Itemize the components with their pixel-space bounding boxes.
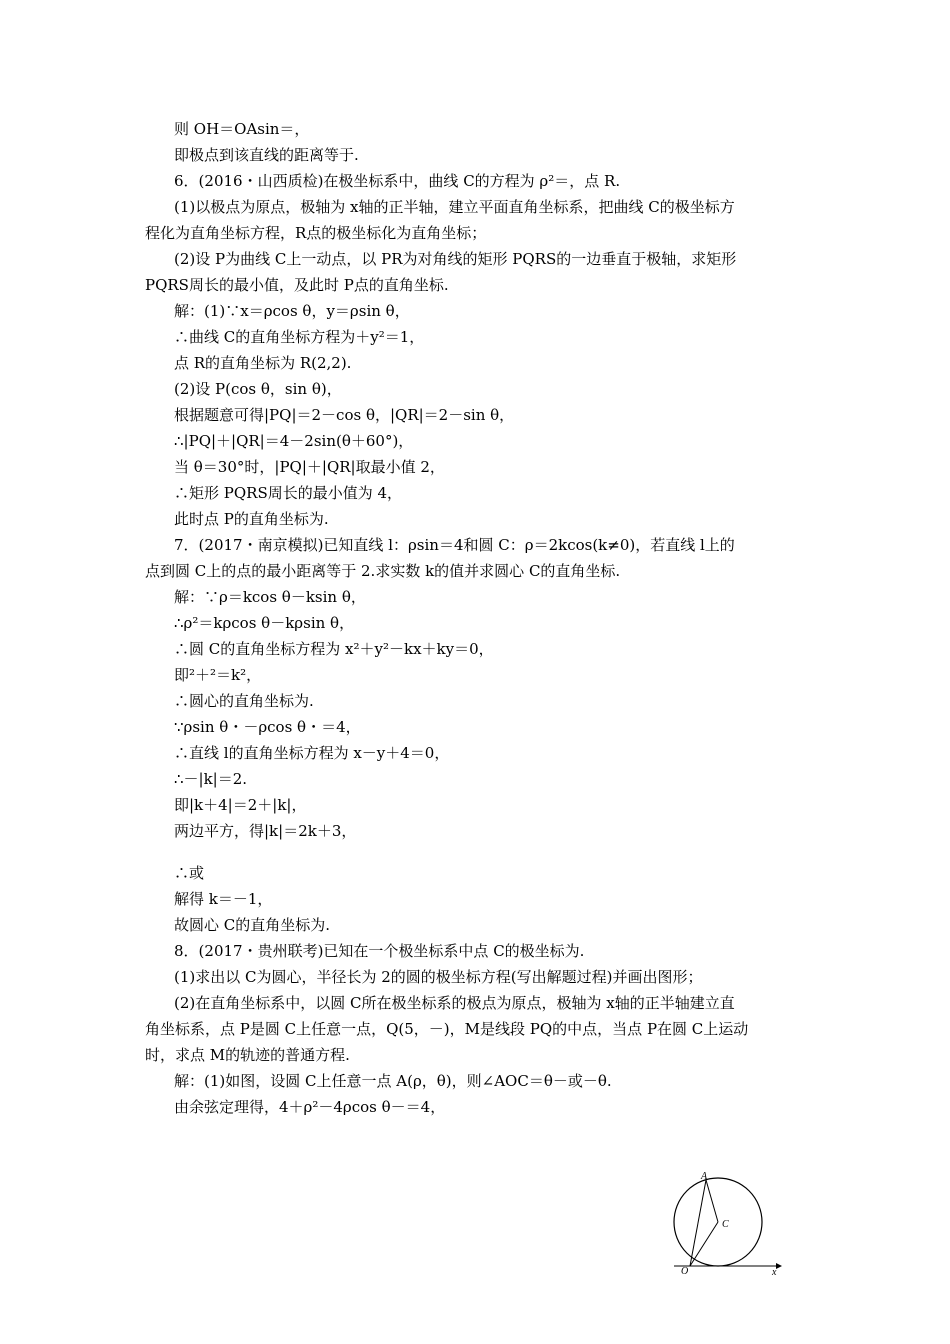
text-line: 此时点 P的直角坐标为. <box>174 510 329 528</box>
segment-ac <box>706 1180 718 1222</box>
text-line: 即|k＋4|＝2＋|k|， <box>174 796 307 814</box>
text-line: 故圆心 C的直角坐标为. <box>174 916 331 934</box>
text-line: ∴圆 C的直角坐标方程为 x²＋y²－kx＋ky＝0， <box>174 640 494 658</box>
text-line: (1)以极点为原点，极轴为 x轴的正半轴，建立平面直角坐标系，把曲线 C的极坐标方 <box>174 198 735 216</box>
circle-figure <box>668 1170 790 1276</box>
label-o: O <box>681 1266 689 1276</box>
text-line: ∴直线 l的直角坐标方程为 x－y＋4＝0， <box>174 744 450 762</box>
text-line: PQRS周长的最小值，及此时 P点的直角坐标. <box>145 276 449 294</box>
text-line: (2)设 P为曲线 C上一动点，以 PR为对角线的矩形 PQRS的一边垂直于极轴，求矩形 <box>174 250 737 268</box>
text-line: 点到圆 C上的点的最小距离等于 2.求实数 k的值并求圆心 C的直角坐标. <box>145 562 621 580</box>
label-x: x <box>772 1267 777 1276</box>
text-line: 6．(2016・山西质检)在极坐标系中，曲线 C的方程为 ρ²＝，点 R. <box>174 172 621 190</box>
text-line: (1)求出以 C为圆心，半径长为 2的圆的极坐标方程(写出解题过程)并画出图形； <box>174 968 703 986</box>
text-line: 两边平方，得|k|＝2k＋3， <box>174 822 357 840</box>
text-line: 时，求点 M的轨迹的普通方程. <box>145 1046 350 1064</box>
text-line: (2)设 P(cos θ，sin θ)， <box>174 380 342 398</box>
text-line: 由余弦定理得，4＋ρ²－4ρcos θ－＝4， <box>174 1098 446 1116</box>
text-line: 根据题意可得|PQ|＝2－cos θ，|QR|＝2－sin θ， <box>174 406 515 424</box>
text-line: (2)在直角坐标系中，以圆 C所在极坐标系的极点为原点，极轴为 x轴的正半轴建立直 <box>174 994 735 1012</box>
text-line: 解：(1)如图，设圆 C上任意一点 A(ρ，θ)，则∠AOC＝θ－或－θ. <box>174 1072 612 1090</box>
text-line: 程化为直角坐标方程，R点的极坐标化为直角坐标； <box>145 224 487 242</box>
text-line: 解：(1)∵x＝ρcos θ，y＝ρsin θ， <box>174 302 410 320</box>
text-line: 角坐标系，点 P是圆 C上任意一点，Q(5，－)，M是线段 PQ的中点，当点 P在圆 C上运动 <box>145 1020 749 1038</box>
text-line: 8．(2017・贵州联考)已知在一个极坐标系中点 C的极坐标为. <box>174 942 585 960</box>
text-line: ∴曲线 C的直角坐标方程为＋y²＝1， <box>174 328 425 346</box>
label-a: A <box>701 1171 708 1182</box>
text-line: 点 R的直角坐标为 R(2,2). <box>174 354 352 372</box>
text-line: 即²＋²＝k²， <box>174 666 262 684</box>
text-line: ∴－|k|＝2. <box>174 770 248 788</box>
text-line: 解：∵ρ＝kcos θ－ksin θ， <box>174 588 366 606</box>
text-line: ∴矩形 PQRS周长的最小值为 4， <box>174 484 403 502</box>
text-line: ∴|PQ|＋|QR|＝4－2sin(θ＋60°)， <box>174 432 414 450</box>
axis-arrow <box>776 1263 782 1269</box>
text-line: ∴ρ²＝kρcos θ－kρsin θ， <box>174 614 355 632</box>
text-line: ∵ρsin θ・－ρcos θ・＝4， <box>174 718 361 736</box>
text-line: ∴或 <box>174 864 205 882</box>
text-line: 当 θ＝30°时，|PQ|＋|QR|取最小值 2， <box>174 458 445 476</box>
text-line: 7．(2017・南京模拟)已知直线 l：ρsin＝4和圆 C：ρ＝2kcos(k≠0)，若直线 l上的 <box>174 536 735 554</box>
text-line: 解得 k＝－1， <box>174 890 273 908</box>
circle-diagram <box>668 1170 790 1276</box>
label-c: C <box>722 1219 729 1230</box>
text-line: 则 OH＝OAsin＝， <box>174 120 310 138</box>
text-line: 即极点到该直线的距离等于. <box>174 146 359 164</box>
text-line: ∴圆心的直角坐标为. <box>174 692 314 710</box>
